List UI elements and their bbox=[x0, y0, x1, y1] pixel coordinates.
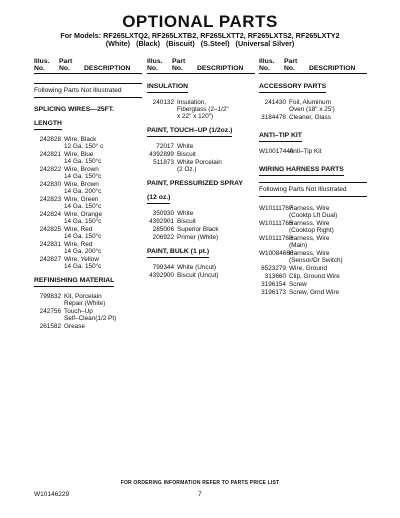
part-description: Wire, Orange 14 Ga. 150°c bbox=[64, 211, 103, 226]
finish-steel: (S.Steel) bbox=[200, 39, 230, 48]
part-row bbox=[147, 226, 255, 233]
part-description: Primer (White) bbox=[177, 234, 219, 242]
column-2 bbox=[147, 58, 255, 280]
part-number: 240132 bbox=[152, 99, 174, 107]
part-row bbox=[259, 273, 367, 280]
part-number: 3196173 bbox=[261, 289, 286, 297]
part-row bbox=[34, 166, 142, 180]
part-description: Harness, Wire (Sensor/Dr Switch) bbox=[289, 250, 343, 265]
part-description: Wire, Brown 14 Ga. 200°c bbox=[64, 181, 102, 196]
antitip-list bbox=[259, 148, 367, 155]
part-row bbox=[259, 235, 367, 249]
part-number: 4392901 bbox=[149, 218, 174, 226]
part-description: Screw, Grnd Wire bbox=[289, 289, 340, 297]
part-number: 242828 bbox=[39, 136, 61, 144]
finish-white: (White) bbox=[105, 39, 131, 48]
part-number: 241430 bbox=[264, 99, 286, 107]
part-row bbox=[34, 241, 142, 255]
page-number: 7 bbox=[198, 491, 202, 498]
part-number: 350930 bbox=[152, 210, 174, 218]
section-title-bulk: PAINT, BULK (1 pt.) bbox=[147, 248, 255, 258]
part-row bbox=[34, 226, 142, 240]
section-title-refinishing: REFINISHING MATERIAL bbox=[34, 277, 142, 287]
part-number: 4392899 bbox=[149, 151, 174, 159]
splicing-list bbox=[34, 136, 142, 270]
part-number: 242825 bbox=[39, 226, 61, 234]
part-row bbox=[147, 264, 255, 271]
spray-list bbox=[147, 210, 255, 241]
part-row bbox=[34, 323, 142, 330]
section-title-spray: PAINT, PRESSURIZED SPRAY (12 oz.) bbox=[147, 180, 255, 204]
part-row bbox=[259, 114, 367, 121]
part-row bbox=[259, 250, 367, 264]
part-number: 8523279 bbox=[261, 265, 286, 273]
part-description: White bbox=[177, 210, 194, 218]
part-number: 242822 bbox=[39, 166, 61, 174]
part-number: W10111767 bbox=[259, 205, 293, 213]
finish-line bbox=[0, 39, 400, 48]
part-number: 3196154 bbox=[261, 281, 286, 289]
not-illustrated-note: Following Parts Not Illustrated bbox=[34, 83, 142, 98]
part-description: Grease bbox=[64, 323, 85, 331]
harness-list bbox=[259, 205, 367, 296]
part-description: Screw bbox=[289, 281, 307, 289]
touchup-list bbox=[147, 143, 255, 173]
refinish-list bbox=[34, 293, 142, 330]
part-description: Touch–Up Self–Clean(1/2 Pt) bbox=[64, 308, 117, 323]
part-row bbox=[147, 234, 255, 241]
part-description: Biscuit (Uncut) bbox=[177, 272, 219, 280]
part-description: Harness, Wire (Cooktop Right) bbox=[289, 220, 334, 235]
part-number: 242823 bbox=[39, 196, 61, 204]
finish-black: (Black) bbox=[136, 39, 161, 48]
part-number: 72017 bbox=[156, 143, 174, 151]
page-title: OPTIONAL PARTS bbox=[122, 12, 278, 31]
column-header: Illus. No. Part No. DESCRIPTION bbox=[147, 58, 244, 73]
part-description: Wire, Green 14 Ga. 150°c bbox=[64, 196, 102, 211]
part-number: 242821 bbox=[39, 151, 61, 159]
part-number: 799832 bbox=[39, 293, 61, 301]
part-row bbox=[259, 99, 367, 113]
part-description: Wire, Brown 14 Ga. 150°c bbox=[64, 166, 102, 181]
part-row bbox=[147, 151, 255, 158]
part-number: W10111766 bbox=[259, 220, 293, 228]
part-number: 261582 bbox=[39, 323, 61, 331]
part-row bbox=[259, 265, 367, 272]
part-description: White (Uncut) bbox=[177, 264, 217, 272]
section-title-harness: WIRING HARNESS PARTS bbox=[259, 166, 367, 176]
document-number: W10146229 bbox=[34, 491, 70, 498]
part-description: Cleaner, Glass bbox=[289, 114, 331, 122]
part-description: Anti–Tip Kit bbox=[289, 148, 322, 156]
part-row bbox=[34, 181, 142, 195]
section-title-splicing: SPLICING WIRES—25FT. LENGTH bbox=[34, 106, 142, 130]
column-3 bbox=[259, 58, 367, 297]
part-number: 242756 bbox=[39, 308, 61, 316]
part-row bbox=[147, 218, 255, 225]
part-number: 242830 bbox=[39, 181, 61, 189]
part-description: White bbox=[177, 143, 194, 151]
part-number: 242824 bbox=[39, 211, 61, 219]
bulk-list bbox=[147, 264, 255, 279]
part-description: Insulation, Fiberglass (2–1/2" x 22" x 120") bbox=[177, 99, 229, 121]
part-description: Kit, Porcelain Repair (White) bbox=[64, 293, 106, 308]
section-title-touchup: PAINT, TOUCH–UP (1/2oz.) bbox=[147, 127, 255, 137]
part-description: Wire, Red 14 Ga. 150°c bbox=[64, 226, 102, 241]
part-number: 511873 bbox=[153, 159, 174, 167]
part-row bbox=[147, 210, 255, 217]
part-number: 3184478 bbox=[261, 114, 286, 122]
part-row bbox=[34, 151, 142, 165]
part-row bbox=[34, 256, 142, 270]
section-title-insulation: INSULATION bbox=[147, 83, 255, 93]
part-row bbox=[34, 293, 142, 307]
part-row bbox=[259, 148, 367, 155]
part-description: Biscuit bbox=[177, 218, 196, 226]
part-number: 285006 bbox=[152, 226, 174, 234]
part-description: Wire, Black 12 Ga. 150° c bbox=[64, 136, 104, 151]
column-1 bbox=[34, 58, 142, 331]
part-row bbox=[34, 308, 142, 322]
part-description: Clip, Ground Wire bbox=[289, 273, 340, 281]
part-number: W10111768 bbox=[259, 235, 293, 243]
part-row bbox=[147, 99, 255, 120]
accessory-list bbox=[259, 99, 367, 121]
ordering-info: FOR ORDERING INFORMATION REFER TO PARTS PRICE LIST bbox=[120, 480, 280, 486]
models-line: For Models: RF265LXTQ2, RF265LXTB2, RF265LXTT2, RF265LXTS2, RF265LXTY2 bbox=[60, 31, 340, 40]
part-number: 206922 bbox=[152, 234, 174, 242]
part-description: Wire, Ground bbox=[289, 265, 328, 273]
part-description: Wire, Yellow 14 Ga. 150°c bbox=[64, 256, 102, 271]
part-description: Wire, Red 14 Ga. 200°c bbox=[64, 241, 102, 256]
part-description: Harness, Wire (Cooktp Lft Dual) bbox=[289, 205, 338, 220]
section-title-accessory: ACCESSORY PARTS bbox=[259, 83, 367, 93]
part-row bbox=[259, 281, 367, 288]
part-row bbox=[259, 220, 367, 234]
part-number: 242831 bbox=[39, 241, 61, 249]
part-number: 4392900 bbox=[149, 272, 174, 280]
part-description: Foil, Aluminum Oven (18" x 25') bbox=[289, 99, 335, 114]
part-row bbox=[147, 159, 255, 173]
column-header: Illus. No. Part No. DESCRIPTION bbox=[34, 58, 131, 73]
part-description: Superior Black bbox=[177, 226, 219, 234]
not-illustrated-note: Following Parts Not Illustrated bbox=[259, 182, 367, 197]
finish-biscuit: (Biscuit) bbox=[166, 39, 195, 48]
part-number: W10017440 bbox=[259, 148, 294, 156]
part-row bbox=[259, 205, 367, 219]
part-row bbox=[259, 289, 367, 296]
finish-silver: (Universal Silver) bbox=[235, 39, 295, 48]
part-row bbox=[34, 211, 142, 225]
part-number: 242827 bbox=[39, 256, 61, 264]
part-row bbox=[34, 196, 142, 210]
part-description: Wire, Blue 14 Ga. 150°c bbox=[64, 151, 102, 166]
insulation-list bbox=[147, 99, 255, 120]
part-row bbox=[147, 272, 255, 279]
part-number: W10084660 bbox=[259, 250, 294, 258]
part-description: Harness, Wire (Main) bbox=[289, 235, 330, 250]
part-number: 313660 bbox=[264, 273, 286, 281]
part-description: Biscuit bbox=[177, 151, 196, 159]
part-number: 799344 bbox=[152, 264, 174, 272]
part-description: White Porcelain (2 Oz.) bbox=[177, 159, 222, 174]
section-title-antitip: ANTI–TIP KIT bbox=[259, 132, 367, 142]
column-header: Illus. No. Part No. DESCRIPTION bbox=[259, 58, 356, 73]
part-row bbox=[147, 143, 255, 150]
part-row bbox=[34, 136, 142, 150]
